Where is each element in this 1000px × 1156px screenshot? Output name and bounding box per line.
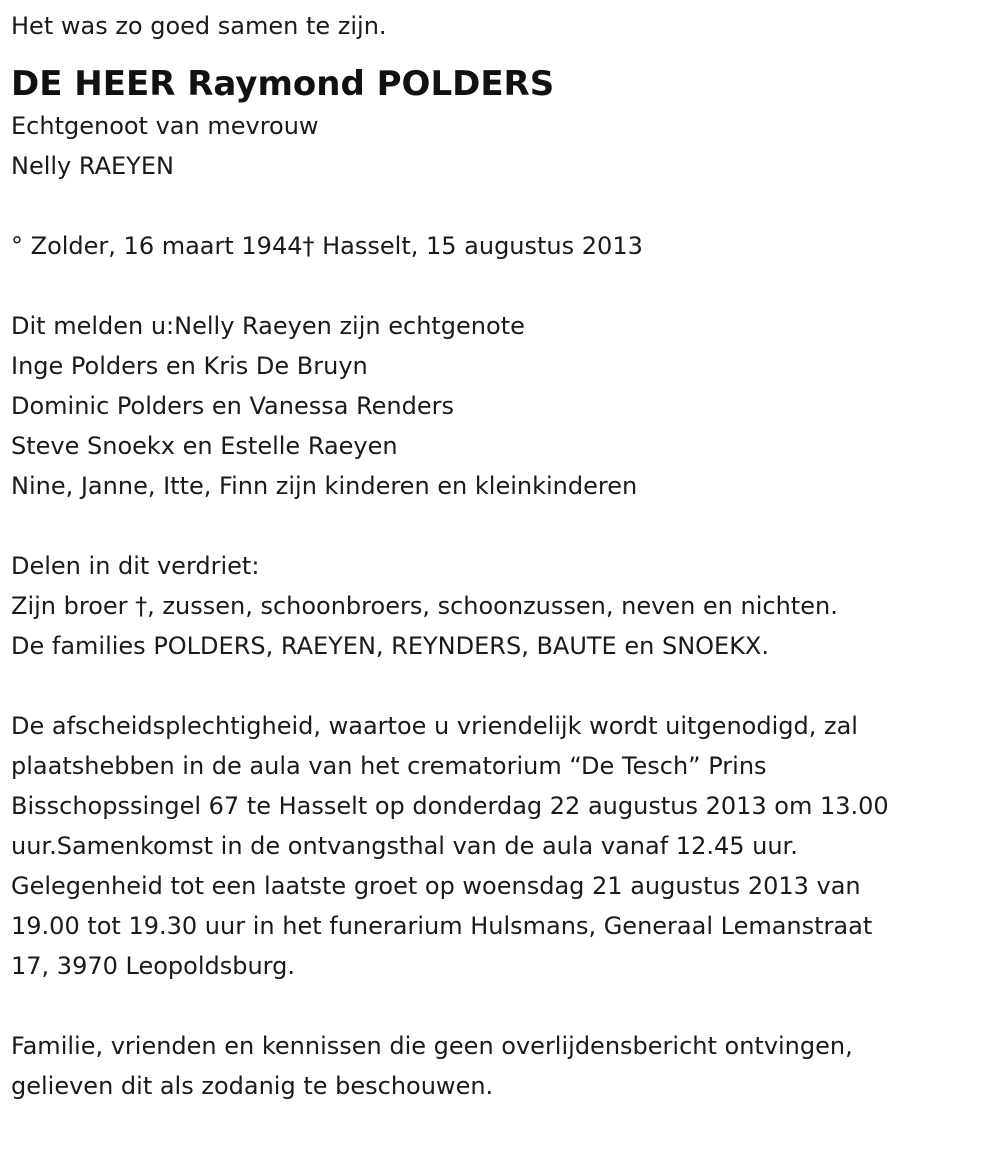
- ceremony-block: [11, 706, 1000, 986]
- ceremony-line: plaatshebben in de aula van het crematorium “De Tesch” Prins: [11, 752, 767, 780]
- spacer: [11, 986, 1000, 1026]
- spouse-label: Echtgenoot van mevrouw: [11, 112, 319, 140]
- ceremony-line: Gelegenheid tot een laatste groet op woensdag 21 augustus 2013 van: [11, 872, 861, 900]
- intro-text: Het was zo goed samen te zijn.: [11, 12, 387, 40]
- spacer: [11, 266, 1000, 306]
- spouse-name: Nelly RAEYEN: [11, 152, 174, 180]
- sharing-line: Delen in dit verdriet:: [11, 552, 260, 580]
- announcers-block: [11, 306, 1000, 506]
- sharing-line: De families POLDERS, RAEYEN, REYNDERS, BAUTE en SNOEKX.: [11, 632, 770, 660]
- closing-block: [11, 1026, 1000, 1106]
- announcer-line: Dit melden u:Nelly Raeyen zijn echtgenote: [11, 312, 525, 340]
- birth-death-line: ° Zolder, 16 maart 1944† Hasselt, 15 augustus 2013: [11, 232, 643, 260]
- closing-line: gelieven dit als zodanig te beschouwen.: [11, 1072, 494, 1100]
- deceased-name: DE HEER Raymond POLDERS: [11, 64, 555, 104]
- sharing-block: [11, 546, 1000, 666]
- spacer: [11, 506, 1000, 546]
- ceremony-line: Bisschopssingel 67 te Hasselt op donderdag 22 augustus 2013 om 13.00: [11, 792, 889, 820]
- sharing-line: Zijn broer †, zussen, schoonbroers, schoonzussen, neven en nichten.: [11, 592, 838, 620]
- announcer-line: Inge Polders en Kris De Bruyn: [11, 352, 368, 380]
- announcer-line: Nine, Janne, Itte, Finn zijn kinderen en kleinkinderen: [11, 472, 638, 500]
- spacer: [11, 666, 1000, 706]
- closing-line: Familie, vrienden en kennissen die geen overlijdensbericht ontvingen,: [11, 1032, 853, 1060]
- announcer-line: Dominic Polders en Vanessa Renders: [11, 392, 455, 420]
- ceremony-line: 17, 3970 Leopoldsburg.: [11, 952, 295, 980]
- spacer: [11, 186, 1000, 226]
- ceremony-line: uur.Samenkomst in de ontvangsthal van de aula vanaf 12.45 uur.: [11, 832, 798, 860]
- ceremony-line: 19.00 tot 19.30 uur in het funerarium Hulsmans, Generaal Lemanstraat: [11, 912, 873, 940]
- obituary-page: [0, 6, 1000, 1156]
- ceremony-line: De afscheidsplechtigheid, waartoe u vriendelijk wordt uitgenodigd, zal: [11, 712, 858, 740]
- announcer-line: Steve Snoekx en Estelle Raeyen: [11, 432, 398, 460]
